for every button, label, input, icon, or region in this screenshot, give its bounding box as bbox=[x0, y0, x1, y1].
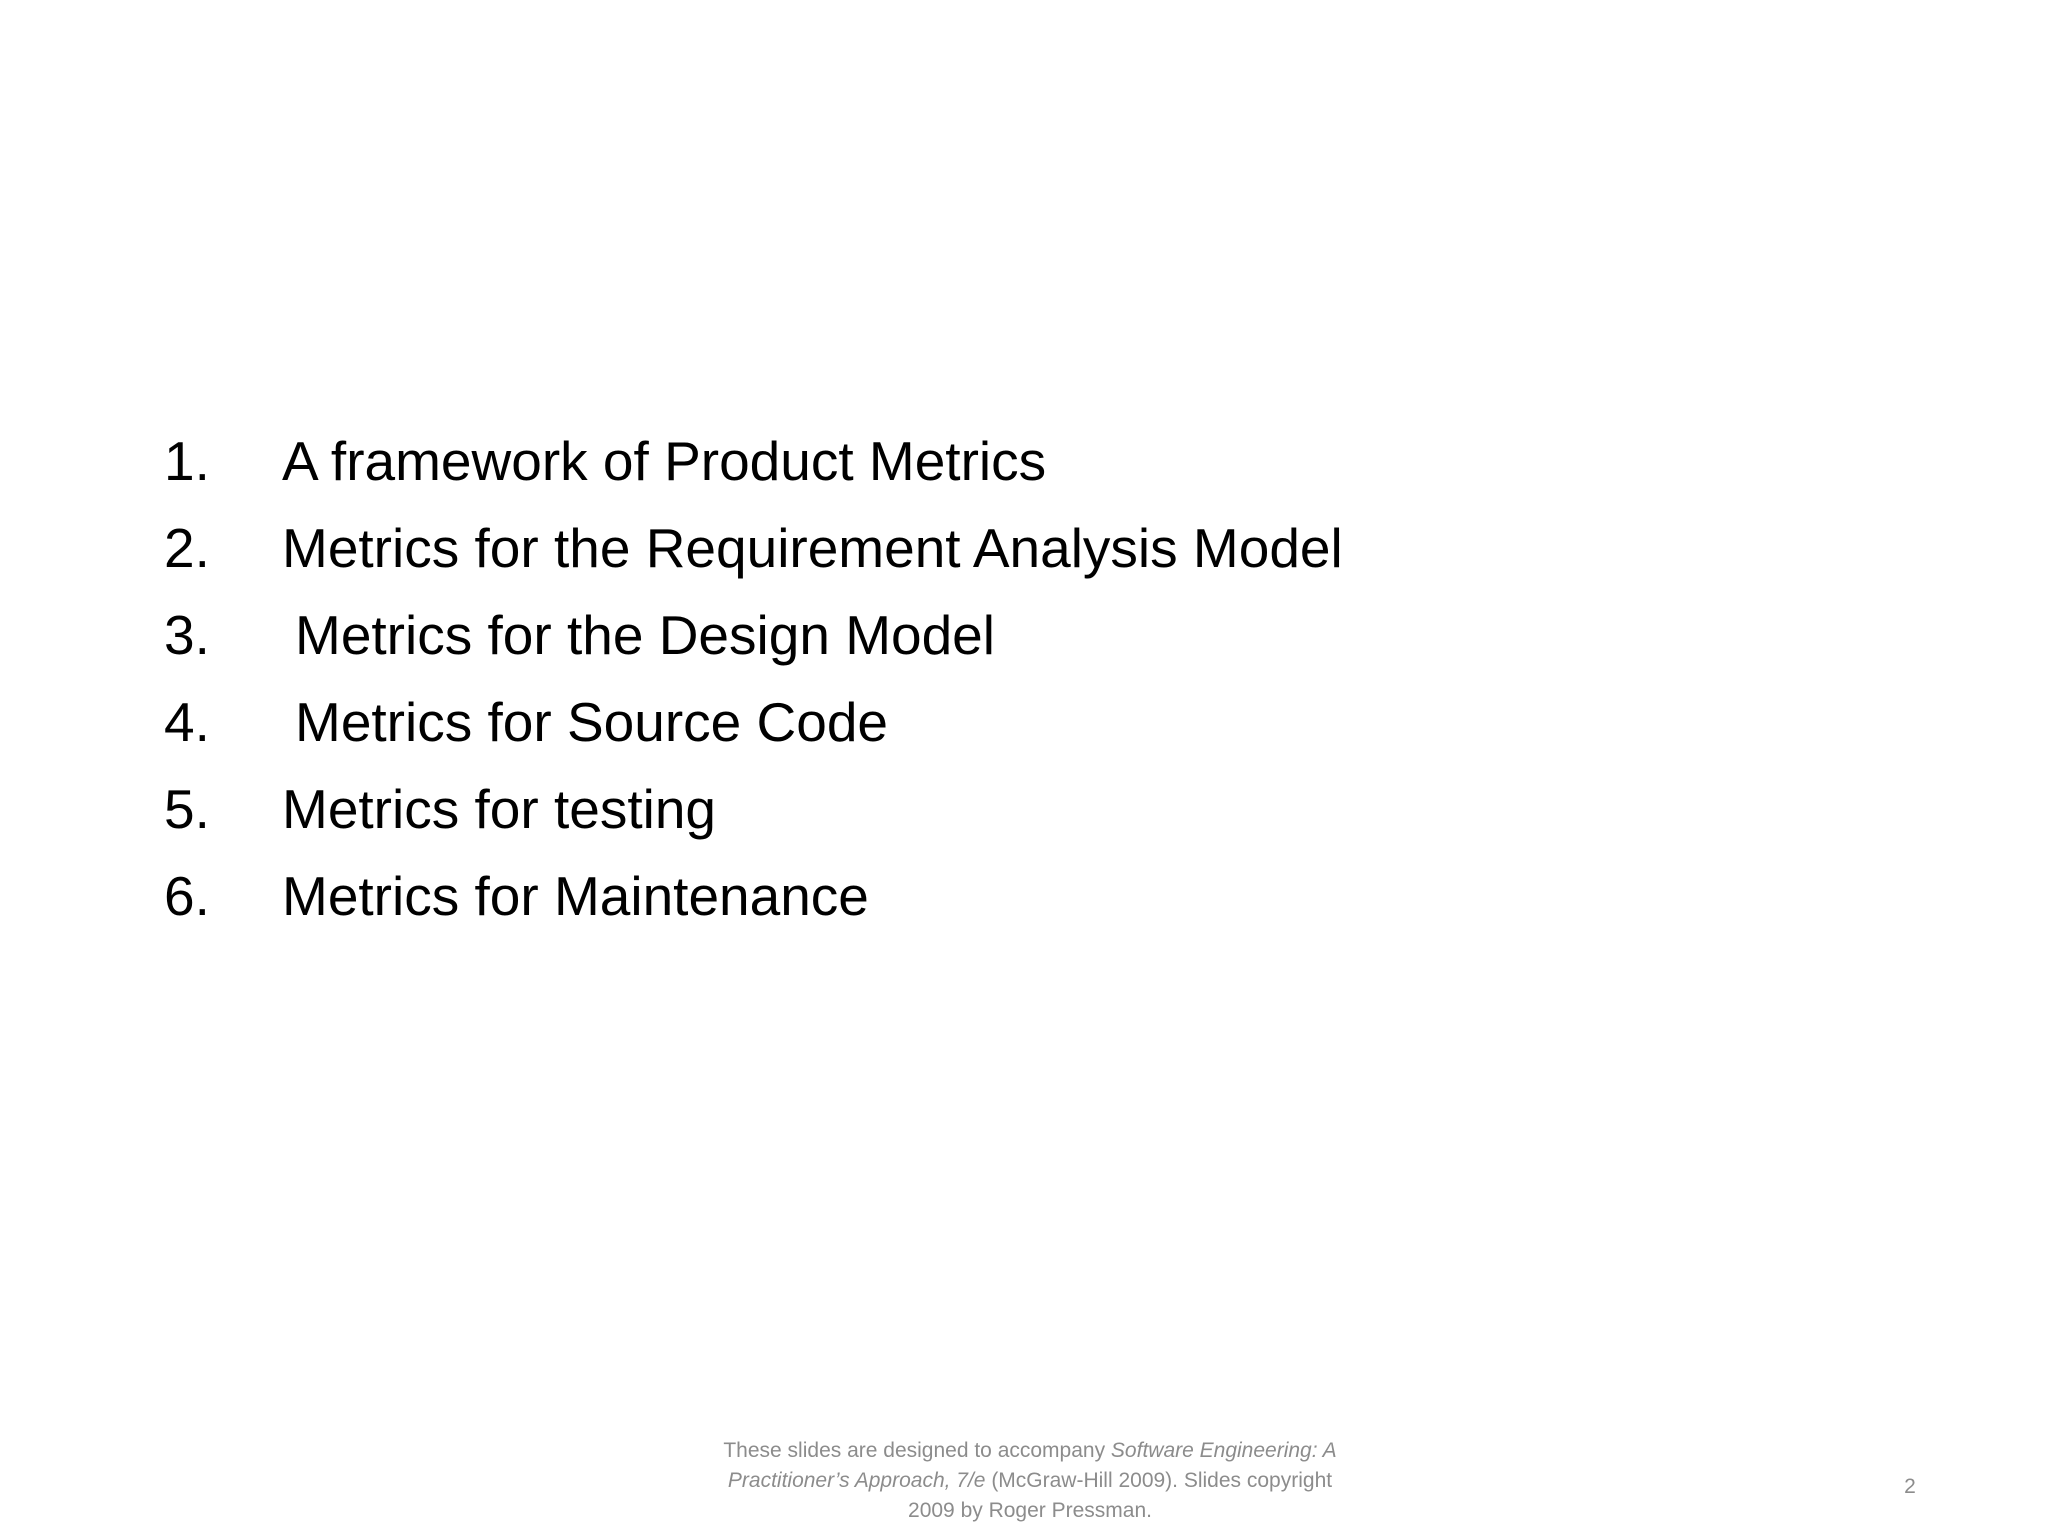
list-item-number: 4. bbox=[164, 691, 210, 753]
slide-page-number: 2 bbox=[1904, 1475, 1916, 1498]
list-item-number: 5. bbox=[164, 778, 210, 840]
list-item bbox=[164, 766, 1864, 853]
list-item-text: Metrics for the Requirement Analysis Model bbox=[282, 517, 1343, 579]
footer-text-part2: (McGraw-Hill 2009). Slides copyright 2009 by Roger Pressman. bbox=[908, 1469, 1333, 1522]
footer-text-part1: These slides are designed to accompany bbox=[723, 1439, 1111, 1462]
list-item-text: Metrics for Maintenance bbox=[282, 865, 869, 927]
list-item bbox=[164, 505, 1864, 592]
list-item-text: Metrics for testing bbox=[282, 778, 717, 840]
list-item bbox=[164, 853, 1864, 940]
topic-list bbox=[164, 418, 1864, 940]
footer-copyright-note bbox=[720, 1436, 1340, 1526]
list-item bbox=[164, 592, 1864, 679]
list-item-text: Metrics for Source Code bbox=[295, 691, 888, 753]
list-item bbox=[164, 679, 1864, 766]
list-item-text: A framework of Product Metrics bbox=[282, 430, 1047, 492]
list-item-number: 2. bbox=[164, 517, 210, 579]
list-item-number: 3. bbox=[164, 604, 210, 666]
list-item bbox=[164, 418, 1864, 505]
footer-book-title: Software Engineering: A Practitioner’s Approach, 7/e bbox=[727, 1439, 1337, 1492]
list-item-text: Metrics for the Design Model bbox=[295, 604, 995, 666]
list-item-number: 1. bbox=[164, 430, 210, 492]
list-item-number: 6. bbox=[164, 865, 210, 927]
